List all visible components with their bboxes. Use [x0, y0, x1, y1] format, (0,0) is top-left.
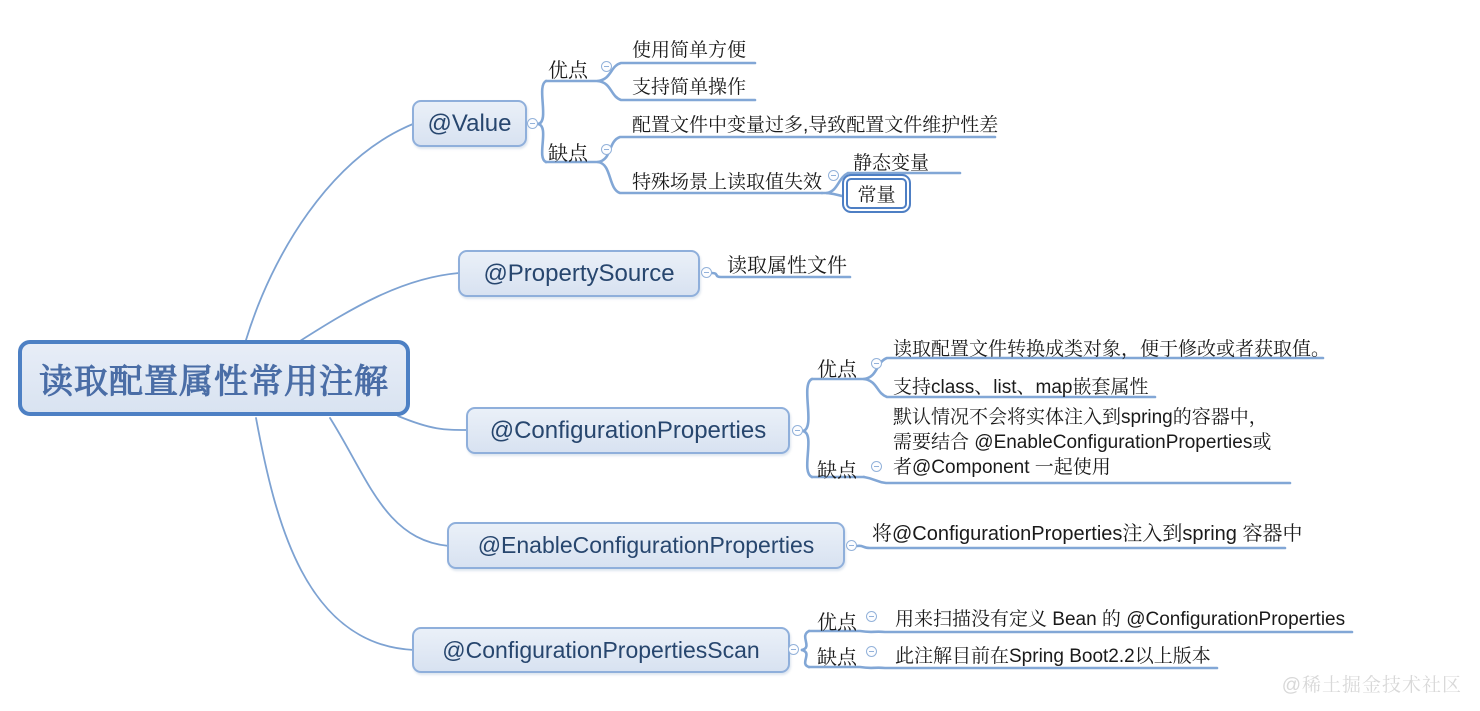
root-topic[interactable]: 读取配置属性常用注解 [18, 340, 410, 416]
collapse-marker-scan[interactable] [788, 644, 799, 655]
config-props-cons-item-1[interactable]: 默认情况不会将实体注入到spring的容器中，需要结合 @EnableConfigurationProperties或者@Component 一起使用 [893, 407, 1272, 478]
collapse-marker-special-scene[interactable] [828, 170, 839, 181]
collapse-marker-config-props-cons[interactable] [871, 461, 882, 472]
collapse-marker-value-pros[interactable] [601, 61, 612, 72]
topic-configuration-properties[interactable]: @ConfigurationProperties [466, 407, 790, 454]
value-pros-label[interactable]: 优点 [548, 60, 588, 82]
scan-pros-label[interactable]: 优点 [817, 612, 857, 634]
collapse-marker-value[interactable] [527, 118, 538, 129]
value-cons-item-2[interactable]: 特殊场景上读取值失效 [632, 172, 823, 193]
config-props-pros-item-1[interactable]: 读取配置文件转换成类对象，便于修改或者获取值。 [893, 339, 1331, 360]
subtree-curves [538, 63, 1352, 668]
topic-enable-configuration-properties[interactable]: @EnableConfigurationProperties [447, 522, 845, 569]
value-pros-item-1[interactable]: 使用简单方便 [632, 40, 747, 61]
topic-configuration-properties-scan[interactable]: @ConfigurationPropertiesScan [412, 627, 790, 673]
collapse-marker-scan-cons[interactable] [866, 646, 877, 657]
scan-pros-item-1[interactable]: 用来扫描没有定义 Bean 的 @ConfigurationProperties [895, 609, 1346, 630]
scan-cons-label[interactable]: 缺点 [817, 647, 857, 669]
value-cons-label[interactable]: 缺点 [548, 143, 588, 165]
scan-cons-item-1[interactable]: 此注解目前在Spring Boot2.2以上版本 [895, 646, 1211, 667]
property-source-note[interactable]: 读取属性文件 [727, 255, 847, 277]
value-pros-item-2[interactable]: 支持简单操作 [632, 77, 747, 98]
collapse-marker-config-props-pros[interactable] [871, 358, 882, 369]
config-props-pros-label[interactable]: 优点 [817, 359, 857, 381]
leaf-static-variable[interactable]: 静态变量 [853, 153, 930, 174]
enable-config-props-note[interactable]: 将@ConfigurationProperties注入到spring 容器中 [872, 523, 1303, 545]
collapse-marker-value-cons[interactable] [601, 144, 612, 155]
collapse-marker-scan-pros[interactable] [866, 611, 877, 622]
config-props-pros-item-2[interactable]: 支持class、list、map嵌套属性 [893, 377, 1149, 398]
collapse-marker-property-source[interactable] [701, 267, 712, 278]
topic-property-source[interactable]: @PropertySource [458, 250, 700, 297]
value-cons-item-1[interactable]: 配置文件中变量过多,导致配置文件维护性差 [632, 115, 999, 136]
collapse-marker-enable-config-props[interactable] [846, 540, 857, 551]
topic-value[interactable]: @Value [412, 100, 527, 147]
config-props-cons-label[interactable]: 缺点 [817, 460, 857, 482]
watermark: @稀土掘金技术社区 [1281, 675, 1462, 696]
leaf-constant-selected[interactable]: 常量 [842, 174, 911, 213]
collapse-marker-config-props[interactable] [792, 425, 803, 436]
